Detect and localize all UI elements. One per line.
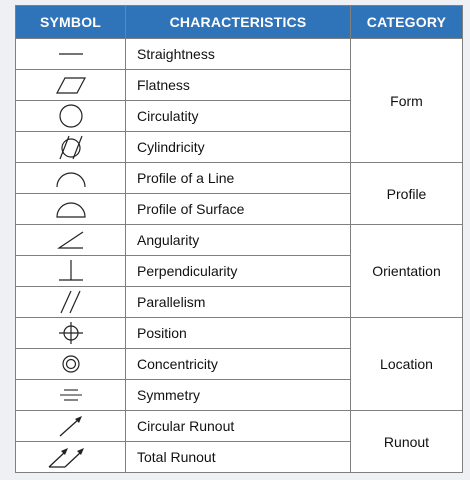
angularity-icon	[51, 228, 91, 252]
symbol-cell	[16, 163, 126, 194]
total-runout-icon	[44, 444, 98, 470]
category-orientation: Orientation	[351, 225, 463, 318]
circular-runout-icon	[51, 413, 91, 439]
category-runout: Runout	[351, 411, 463, 473]
header-characteristics: CHARACTERISTICS	[126, 6, 351, 39]
profile-of-surface-icon	[51, 197, 91, 221]
symbol-cell	[16, 442, 126, 473]
concentricity-icon	[51, 352, 91, 376]
characteristic-cell: Cylindricity	[126, 132, 351, 163]
position-icon	[51, 321, 91, 345]
circularity-icon	[51, 103, 91, 129]
gdt-symbols-table	[15, 5, 463, 473]
symbol-cell	[16, 225, 126, 256]
symbol-cell	[16, 70, 126, 101]
characteristic-cell: Concentricity	[126, 349, 351, 380]
characteristic-cell: Total Runout	[126, 442, 351, 473]
symbol-cell	[16, 101, 126, 132]
symbol-cell	[16, 132, 126, 163]
symbol-cell	[16, 256, 126, 287]
symbol-cell	[16, 411, 126, 442]
characteristic-cell: Angularity	[126, 225, 351, 256]
symbol-cell	[16, 194, 126, 225]
header-category: CATEGORY	[351, 6, 463, 39]
characteristic-cell: Flatness	[126, 70, 351, 101]
table-row	[16, 225, 463, 256]
category-location: Location	[351, 318, 463, 411]
profile-of-a-line-icon	[51, 166, 91, 190]
symbol-cell	[16, 318, 126, 349]
characteristic-cell: Position	[126, 318, 351, 349]
characteristic-cell: Straightness	[126, 39, 351, 70]
symmetry-icon	[51, 383, 91, 407]
characteristic-cell: Circulatity	[126, 101, 351, 132]
characteristic-cell: Profile of a Line	[126, 163, 351, 194]
symbol-cell	[16, 39, 126, 70]
perpendicularity-icon	[51, 258, 91, 284]
characteristic-cell: Profile of Surface	[126, 194, 351, 225]
parallelism-icon	[51, 289, 91, 315]
category-profile: Profile	[351, 163, 463, 225]
characteristic-cell: Symmetry	[126, 380, 351, 411]
header-row	[16, 6, 463, 39]
header-symbol: SYMBOL	[16, 6, 126, 39]
table-row	[16, 163, 463, 194]
straightness-icon	[51, 42, 91, 66]
characteristic-cell: Parallelism	[126, 287, 351, 318]
table-row	[16, 411, 463, 442]
symbol-cell	[16, 349, 126, 380]
flatness-icon	[51, 73, 91, 97]
table-row	[16, 318, 463, 349]
cylindricity-icon	[51, 134, 91, 160]
category-form: Form	[351, 39, 463, 163]
symbol-cell	[16, 287, 126, 318]
characteristic-cell: Perpendicularity	[126, 256, 351, 287]
symbol-cell	[16, 380, 126, 411]
characteristic-cell: Circular Runout	[126, 411, 351, 442]
table-row	[16, 39, 463, 70]
